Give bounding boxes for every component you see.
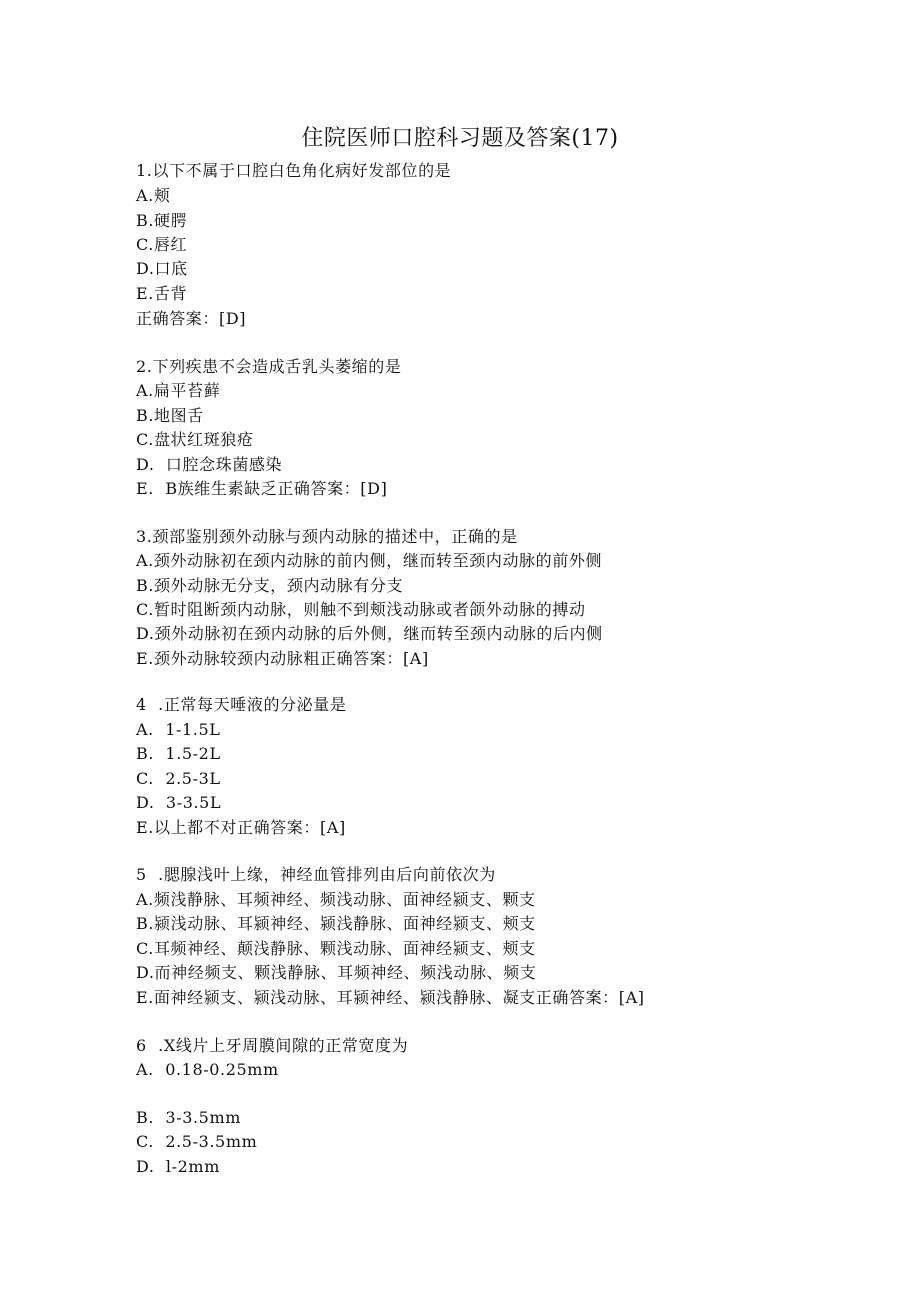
question-2-option-b: B.地图舌 <box>136 406 204 425</box>
question-1-option-e: E.舌背 <box>136 284 188 303</box>
question-5-stem: 5 .腮腺浅叶上缘，神经血管排列由后向前依次为 <box>136 865 496 884</box>
question-2-option-c: C.盘状红斑狼疮 <box>136 430 254 449</box>
question-1-option-d: D.口底 <box>136 259 188 278</box>
question-6-option-c: C. 2.5-3.5mm <box>136 1132 258 1151</box>
question-6-option-b: B. 3-3.5mm <box>136 1108 241 1127</box>
question-6-option-a: A. 0.18-0.25mm <box>136 1060 279 1079</box>
question-2-stem: 2.下列疾患不会造成舌乳头萎缩的是 <box>136 357 402 376</box>
question-1-stem: 1.以下不属于口腔白色角化病好发部位的是 <box>136 161 452 180</box>
question-4-option-e-answer: E.以上都不对正确答案：[A] <box>136 818 346 837</box>
question-2-option-e-answer: E. B族维生素缺乏正确答案：[D] <box>136 479 388 498</box>
question-2-option-a: A.扁平苔藓 <box>136 381 221 400</box>
question-2-option-d: D. 口腔念珠菌感染 <box>136 455 283 474</box>
question-4-option-c: C. 2.5-3L <box>136 769 221 788</box>
question-4-option-b: B. 1.5-2L <box>136 744 221 763</box>
question-6-stem: 6 .X线片上牙周膜间隙的正常宽度为 <box>136 1036 409 1055</box>
question-3-stem: 3.颈部鉴别颈外动脉与颈内动脉的描述中，正确的是 <box>136 527 518 546</box>
question-3-option-a: A.颈外动脉初在颈内动脉的前内侧，继而转至颈内动脉的前外侧 <box>136 551 603 570</box>
question-4-stem: 4 .正常每天唾液的分泌量是 <box>136 695 347 714</box>
question-1-option-b: B.硬腭 <box>136 211 188 230</box>
question-5-option-a: A.频浅静脉、耳频神经、频浅动脉、面神经颍支、颗支 <box>136 890 536 909</box>
question-4-option-d: D. 3-3.5L <box>136 793 222 812</box>
question-6-option-d: D. l-2mm <box>136 1157 220 1176</box>
question-4-option-a: A. 1-1.5L <box>136 720 221 739</box>
question-1-option-a: A.颊 <box>136 186 171 205</box>
question-5-option-e-answer: E.面神经颍支、颍浅动脉、耳颍神经、颍浅静脉、凝支正确答案：[A] <box>136 988 645 1007</box>
question-3-option-d: D.颈外动脉初在颈内动脉的后外侧，继而转至颈内动脉的后内侧 <box>136 624 603 643</box>
question-1-option-c: C.唇红 <box>136 235 188 254</box>
question-5-option-b: B.颍浅动脉、耳颍神经、颍浅静脉、面神经颍支、颊支 <box>136 914 536 933</box>
question-3-option-b: B.颈外动脉无分支，颈内动脉有分支 <box>136 576 404 595</box>
question-1-answer: 正确答案：[D] <box>136 309 247 328</box>
question-5-option-c: C.耳频神经、颠浅静脉、颗浅动脉、面神经颍支、颊支 <box>136 939 536 958</box>
document-title: 住院医师口腔科习题及答案(17) <box>301 126 619 151</box>
question-5-option-d: D.而神经频支、颗浅静脉、耳频神经、频浅动脉、频支 <box>136 963 537 982</box>
question-3-option-e-answer: E.颈外动脉较颈内动脉粗正确答案：[A] <box>136 649 429 668</box>
question-3-option-c: C.暂时阻断颈内动脉，则触不到颊浅动脉或者颌外动脉的搏动 <box>136 600 586 619</box>
